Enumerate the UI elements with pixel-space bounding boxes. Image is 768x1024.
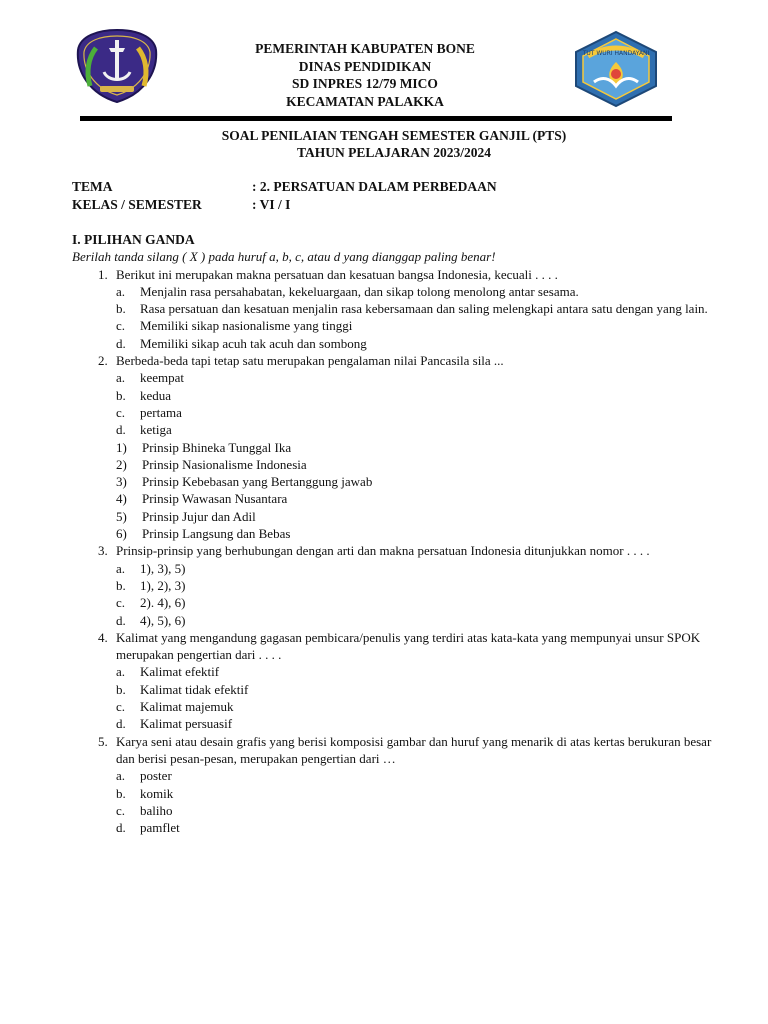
option-letter: b. [116, 785, 126, 801]
option-3b[interactable] [72, 577, 732, 594]
exam-title [80, 127, 708, 161]
question-text: Berikut ini merupakan makna persatuan dan kesatuan bangsa Indonesia, kecuali . . . . [116, 266, 558, 282]
principle-1 [72, 439, 732, 456]
principle-number: 4) [116, 491, 127, 507]
option-letter: c. [116, 318, 126, 334]
option-2d[interactable] [72, 421, 732, 438]
principle-5 [72, 508, 732, 525]
option-text: kedua [140, 387, 172, 403]
principle-text: Prinsip Kebebasan yang Bertanggung jawab [142, 474, 373, 490]
option-letter: b. [116, 681, 126, 697]
question-5 [72, 733, 732, 768]
principle-2 [72, 456, 732, 473]
tut-wuri-handayani-logo [570, 30, 662, 108]
option-letter: a. [116, 370, 126, 386]
option-text: baliho [140, 802, 173, 818]
option-letter: d. [116, 335, 126, 351]
option-4c[interactable] [72, 698, 732, 715]
letterhead [160, 40, 570, 110]
question-4 [72, 629, 732, 664]
option-3d[interactable] [72, 612, 732, 629]
option-text: Kalimat majemuk [140, 699, 234, 715]
principle-4 [72, 490, 732, 507]
letterhead-school: SD INPRES 12/79 MICO [292, 76, 438, 91]
option-letter: b. [116, 387, 126, 403]
principle-number: 3) [116, 474, 127, 490]
meta-tema-row [72, 178, 497, 196]
principle-text: Prinsip Bhineka Tunggal Ika [142, 439, 292, 455]
principle-text: Prinsip Wawasan Nusantara [142, 491, 288, 507]
option-text: pamflet [140, 820, 180, 836]
option-4d[interactable] [72, 715, 732, 732]
option-2a[interactable] [72, 369, 732, 386]
option-5b[interactable] [72, 785, 732, 802]
option-letter: b. [116, 301, 126, 317]
meta-kelas-value: : VI / I [252, 197, 291, 212]
option-text: Rasa persatuan dan kesatuan menjalin rasa kebersamaan dan saling melengkapi antara satu dengan yang lain. [140, 301, 708, 317]
option-2b[interactable] [72, 387, 732, 404]
option-letter: c. [116, 595, 126, 611]
option-2c[interactable] [72, 404, 732, 421]
question-1 [72, 266, 732, 283]
option-letter: d. [116, 716, 126, 732]
question-text: Kalimat yang mengandung gagasan pembicara/penulis yang terdiri atas kata-kata yang mempunyai unsur SPOK merupakan pengertian dari . . . . [116, 629, 701, 663]
question-number: 2. [98, 353, 108, 369]
option-letter: c. [116, 699, 126, 715]
option-letter: c. [116, 802, 126, 818]
section-title: I. PILIHAN GANDA [72, 232, 195, 247]
option-text: 4), 5), 6) [140, 612, 186, 628]
principle-number: 2) [116, 456, 127, 472]
principle-text: Prinsip Nasionalisme Indonesia [142, 456, 307, 472]
option-text: Kalimat efektif [140, 664, 220, 680]
letterhead-district: KECAMATAN PALAKKA [286, 93, 444, 109]
option-letter: c. [116, 404, 126, 420]
question-number: 1. [98, 266, 108, 282]
option-4a[interactable] [72, 663, 732, 680]
option-letter: a. [116, 560, 126, 576]
option-letter: d. [116, 612, 126, 628]
exam-meta [72, 178, 497, 214]
option-text: 2). 4), 6) [140, 595, 186, 611]
exam-title-line2: TAHUN PELAJARAN 2023/2024 [296, 145, 491, 160]
option-text: Memiliki sikap acuh tak acuh dan sombong [140, 335, 367, 351]
option-1a[interactable] [72, 283, 732, 300]
option-4b[interactable] [72, 681, 732, 698]
exam-title-line1: SOAL PENILAIAN TENGAH SEMESTER GANJIL (PTS) [221, 128, 567, 143]
option-1d[interactable] [72, 335, 732, 352]
option-3c[interactable] [72, 594, 732, 611]
question-number: 3. [98, 543, 108, 559]
principle-number: 6) [116, 526, 127, 542]
option-text: keempat [140, 370, 185, 386]
principle-text: Prinsip Jujur dan Adil [142, 508, 256, 524]
question-number: 4. [98, 629, 108, 645]
multiple-choice-section [72, 231, 732, 836]
option-text: poster [140, 768, 172, 784]
principle-number: 5) [116, 508, 127, 524]
principle-number: 1) [116, 439, 127, 455]
question-text: Berbeda-beda tapi tetap satu merupakan pengalaman nilai Pancasila sila ... [116, 353, 504, 369]
option-letter: a. [116, 664, 126, 680]
option-letter: a. [116, 768, 126, 784]
option-letter: d. [116, 422, 126, 438]
option-text: 1), 2), 3) [140, 577, 186, 593]
option-text: ketiga [140, 422, 172, 438]
option-text: komik [140, 785, 174, 801]
principle-6 [72, 525, 732, 542]
question-number: 5. [98, 733, 108, 749]
question-3 [72, 542, 732, 559]
option-letter: a. [116, 283, 126, 299]
meta-kelas-row [72, 196, 497, 214]
meta-kelas-label: KELAS / SEMESTER [72, 197, 202, 212]
principle-text: Prinsip Langsung dan Bebas [142, 526, 291, 542]
option-5a[interactable] [72, 767, 732, 784]
option-1c[interactable] [72, 317, 732, 334]
bone-regency-logo [74, 28, 160, 104]
question-text: Prinsip-prinsip yang berhubungan dengan arti dan makna persatuan Indonesia ditunjukkan nomor . . . . [116, 543, 650, 559]
meta-tema-label: TEMA [72, 179, 113, 194]
option-text: pertama [140, 404, 182, 420]
option-text: 1), 3), 5) [140, 560, 186, 576]
tut-wuri-handayani-text: TUT WURI HANDAYANI [582, 50, 650, 57]
letterhead-agency: DINAS PENDIDIKAN [298, 58, 432, 74]
option-text: Menjalin rasa persahabatan, kekeluargaan, dan sikap tolong menolong antar sesama. [140, 283, 579, 299]
section-instruction: Berilah tanda silang ( X ) pada huruf a, b, c, atau d yang dianggap paling benar! [72, 249, 496, 265]
question-text: Karya seni atau desain grafis yang berisi komposisi gambar dan huruf yang menarik di atas kertas berukuran besar dan berisi pesan-pesan, merupakan pengertian dari … [116, 733, 712, 766]
option-text: Kalimat tidak efektif [140, 681, 249, 697]
option-3a[interactable] [72, 560, 732, 577]
principle-3 [72, 473, 732, 490]
option-5c[interactable] [72, 802, 732, 819]
option-5d[interactable] [72, 819, 732, 836]
option-letter: b. [116, 577, 126, 593]
letterhead-divider [80, 116, 672, 121]
option-text: Kalimat persuasif [140, 716, 233, 732]
question-2 [72, 352, 732, 369]
letterhead-government: PEMERINTAH KABUPATEN BONE [255, 41, 475, 56]
meta-tema-value: : 2. PERSATUAN DALAM PERBEDAAN [252, 179, 497, 194]
option-letter: d. [116, 820, 126, 836]
option-1b[interactable] [72, 300, 732, 317]
option-text: Memiliki sikap nasionalisme yang tinggi [140, 318, 353, 334]
